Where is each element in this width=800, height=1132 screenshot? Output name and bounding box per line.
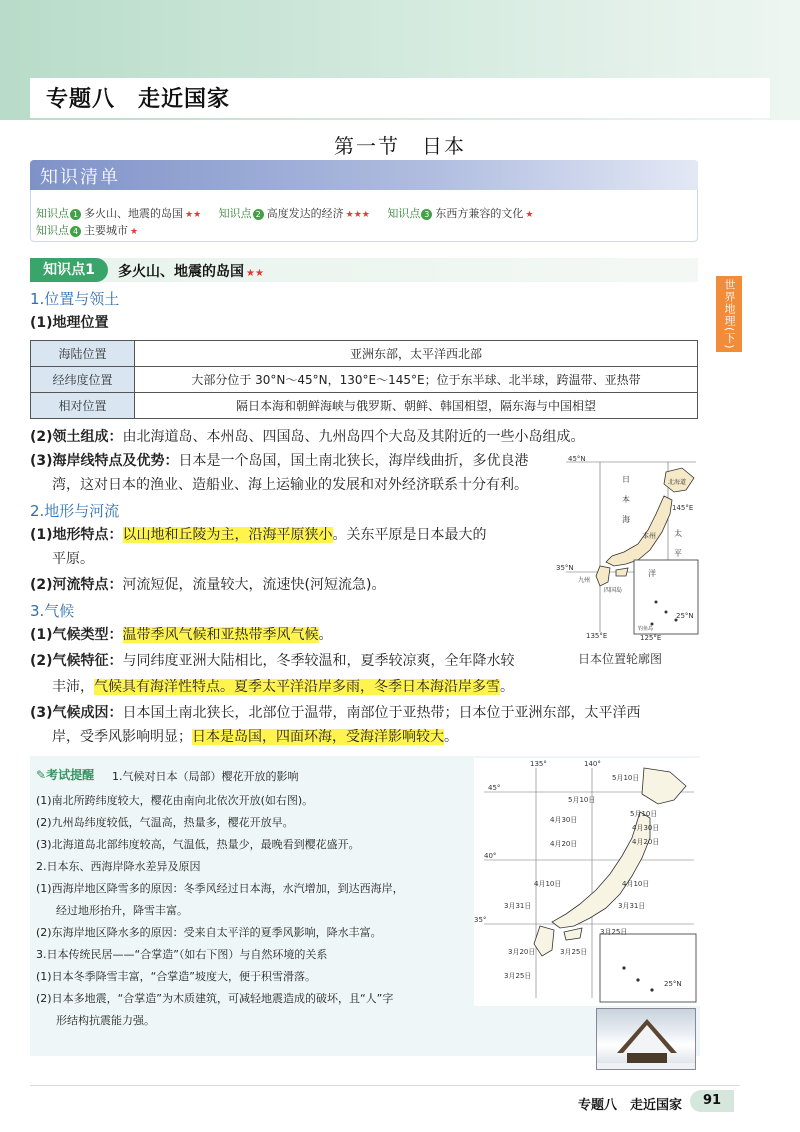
s3-p2: (2)气候特征：与同纬度亚洲大陆相比，冬季较温和，夏季较凉爽，全年降水较 bbox=[30, 653, 515, 669]
highlight: 日本是岛国，四面环海，受海洋影响较大 bbox=[192, 729, 444, 745]
s1-p2: (2)领土组成：由北海道岛、本州岛、四国岛、九州岛四个大岛及其附近的一些小岛组成。 bbox=[30, 429, 585, 445]
map1-label: 九州 bbox=[578, 577, 591, 584]
map2-label: 25°N bbox=[664, 980, 682, 988]
exam-line: 经过地形抬升，降雪丰富。 bbox=[56, 904, 188, 917]
map2-label: 4月20日 bbox=[550, 840, 578, 848]
exam-tag: ✎考试提醒 bbox=[36, 768, 95, 782]
s2-p1: (1)地形特点：以山地和丘陵为主，沿海平原狭小。关东平原是日本最大的 bbox=[30, 527, 487, 543]
map1-label: 35°N bbox=[556, 564, 574, 572]
star-rating: ★★★ bbox=[345, 210, 370, 220]
map2-label: 140° bbox=[584, 760, 601, 768]
map2-label: 4月10日 bbox=[622, 880, 650, 888]
map1-caption: 日本位置轮廓图 bbox=[578, 652, 663, 666]
checklist-item-3[interactable]: 知识点 3 东西方兼容的文化 ★ bbox=[387, 207, 534, 220]
checklist-row-2 bbox=[36, 222, 138, 238]
table-value: 大部分位于 30°N～45°N，130°E～145°E；位于东半球、北半球，跨温带、亚热带 bbox=[135, 367, 698, 393]
map1-label: 四国岛 bbox=[604, 587, 623, 594]
star-rating: ★ bbox=[525, 210, 534, 220]
map2-label: 4月10日 bbox=[534, 880, 562, 888]
map2-label: 4月20日 bbox=[632, 838, 660, 846]
s2-p2: (2)河流特点：河流短促，流量较大，流速快(河短流急)。 bbox=[30, 577, 386, 593]
checklist-item-1[interactable]: 知识点 1 多火山、地震的岛国 ★★ bbox=[36, 207, 202, 220]
map2-label: 35° bbox=[474, 916, 487, 924]
map1-label: 钓鱼岛 bbox=[638, 626, 654, 632]
exam-line: 2.日本东、西海岸降水差异及原因 bbox=[36, 860, 201, 873]
house-illustration bbox=[597, 1009, 696, 1070]
exam-line: 1.气候对日本（局部）樱花开放的影响 bbox=[112, 770, 299, 783]
japan-outline-map bbox=[556, 452, 702, 642]
table-key: 相对位置 bbox=[31, 393, 135, 419]
map2-label: 3月25日 bbox=[600, 928, 628, 936]
kp1-tag: 知识点1 bbox=[30, 258, 108, 282]
checklist-item-2[interactable]: 知识点 2 高度发达的经济 ★★★ bbox=[218, 207, 370, 220]
map2-label: 5月10日 bbox=[568, 796, 596, 804]
map2-label: 3月31日 bbox=[504, 902, 532, 910]
side-tab[interactable]: 世界地理(下) bbox=[716, 276, 742, 352]
number-badge: 3 bbox=[421, 209, 432, 220]
table-row bbox=[31, 367, 698, 393]
s2-heading: 2.地形与河流 bbox=[30, 502, 120, 520]
table-row bbox=[31, 341, 698, 367]
map2-label: 3月25日 bbox=[504, 972, 532, 980]
table-value: 隔日本海和朝鲜海峡与俄罗斯、朝鲜、韩国相望，隔东海与中国相望 bbox=[135, 393, 698, 419]
map1-label: 太 bbox=[674, 529, 682, 538]
pencil-icon: ✎ bbox=[36, 768, 47, 782]
exam-line: (2)日本多地震，“合掌造”为木质建筑，可减轻地震造成的破坏，且“人”字 bbox=[36, 992, 394, 1005]
exam-line: (3)北海道岛北部纬度较高，气温低，热量少，最晚看到樱花盛开。 bbox=[36, 838, 360, 851]
table-value: 亚洲东部，太平洋西北部 bbox=[135, 341, 698, 367]
map2-label: 3月25日 bbox=[560, 948, 588, 956]
s3-p3-line2: 岸，受季风影响明显；日本是岛国，四面环海，受海洋影响较大。 bbox=[52, 729, 458, 745]
map2-label: 3月31日 bbox=[618, 902, 646, 910]
checklist-heading: 知识清单 bbox=[40, 167, 120, 188]
gassho-house-photo bbox=[596, 1008, 696, 1070]
footer-title: 专题八 走近国家 bbox=[578, 1098, 683, 1113]
cherry-blossom-map bbox=[474, 758, 700, 1006]
exam-line: (1)南北所跨纬度较大，樱花由南向北依次开放(如右图)。 bbox=[36, 794, 314, 807]
map1-label: 25°N bbox=[676, 612, 694, 620]
map1-label: 本州 bbox=[642, 532, 656, 540]
number-badge: 2 bbox=[253, 209, 264, 220]
map2-label: 135° bbox=[530, 760, 547, 768]
map1-label: 45°N bbox=[568, 455, 586, 463]
star-rating: ★★ bbox=[246, 268, 264, 279]
s1-sub1: (1)地理位置 bbox=[30, 315, 109, 331]
s1-p3-line2: 湾，这对日本的渔业、造船业、海上运输业的发展和对外经济联系十分有利。 bbox=[52, 477, 528, 493]
exam-line: (1)日本冬季降雪丰富，“合掌造”坡度大，便于积雪滑落。 bbox=[36, 970, 316, 983]
s2-p1-line2: 平原。 bbox=[52, 551, 94, 567]
number-badge: 4 bbox=[70, 226, 81, 237]
table-key: 海陆位置 bbox=[31, 341, 135, 367]
map2-label: 40° bbox=[484, 852, 497, 860]
map1-label: 145°E bbox=[672, 504, 694, 512]
exam-line: 形结构抗震能力强。 bbox=[56, 1014, 155, 1027]
highlight: 气候具有海洋性特点。夏季太平洋沿岸多雨，冬季日本海沿岸多雪 bbox=[94, 679, 500, 695]
map2-label: 4月30日 bbox=[632, 824, 660, 832]
table-row bbox=[31, 393, 698, 419]
checklist-item-4[interactable]: 知识点 4 主要城市 ★ bbox=[36, 224, 139, 237]
map2-label: 3月20日 bbox=[508, 948, 536, 956]
star-rating: ★ bbox=[130, 227, 139, 237]
section-title: 第一节 日本 bbox=[334, 134, 466, 158]
page-number: 91 bbox=[690, 1090, 734, 1112]
map2-label: 4月30日 bbox=[550, 816, 578, 824]
map2-label: 5月10日 bbox=[612, 774, 640, 782]
exam-line: (2)九州岛纬度较低，气温高，热量多，樱花开放早。 bbox=[36, 816, 294, 829]
highlight: 以山地和丘陵为主，沿海平原狭小 bbox=[122, 527, 333, 543]
location-table bbox=[30, 340, 698, 419]
kp1-title: 多火山、地震的岛国 ★★ bbox=[118, 264, 264, 280]
exam-line: 3.日本传统民居——“合掌造”（如右下图）与自然环境的关系 bbox=[36, 948, 328, 961]
map1-label: 125°E bbox=[640, 634, 662, 642]
s1-p3-line1: (3)海岸线特点及优势：日本是一个岛国，国土南北狭长，海岸线曲折，多优良港 bbox=[30, 453, 529, 469]
s3-p1: (1)气候类型：温带季风气候和亚热带季风气候。 bbox=[30, 627, 333, 643]
map1-label: 洋 bbox=[648, 569, 656, 578]
map1-label: 日 bbox=[622, 475, 630, 484]
map1-label: 135°E bbox=[586, 632, 608, 640]
footer-divider bbox=[30, 1085, 740, 1086]
star-rating: ★★ bbox=[185, 210, 202, 220]
s3-heading: 3.气候 bbox=[30, 602, 75, 620]
exam-line: (1)西海岸地区降雪多的原因：冬季风经过日本海，水汽增加，到达西海岸， bbox=[36, 882, 404, 895]
checklist-row-1 bbox=[36, 205, 533, 221]
map1-label: 平 bbox=[674, 549, 682, 558]
checklist-heading-bar bbox=[30, 160, 698, 190]
map1-label: 北海道 bbox=[668, 479, 687, 486]
map1-label: 本 bbox=[622, 495, 630, 504]
map2-label: 45° bbox=[488, 784, 501, 792]
s3-p2-line2: 丰沛，气候具有海洋性特点。夏季太平洋沿岸多雨，冬季日本海沿岸多雪。 bbox=[52, 679, 514, 695]
chapter-title: 专题八 走近国家 bbox=[46, 87, 231, 112]
s3-p3: (3)气候成因：日本国土南北狭长，北部位于温带，南部位于亚热带；日本位于亚洲东部，太平洋西 bbox=[30, 705, 641, 721]
table-key: 经纬度位置 bbox=[31, 367, 135, 393]
map1-label: 海 bbox=[622, 515, 630, 524]
s1-heading: 1.位置与领土 bbox=[30, 290, 120, 308]
map2-label: 5月10日 bbox=[630, 810, 658, 818]
exam-line: (2)东海岸地区降水多的原因：受来自太平洋的夏季风影响，降水丰富。 bbox=[36, 926, 382, 939]
number-badge: 1 bbox=[70, 209, 81, 220]
highlight: 温带季风气候和亚热带季风气候 bbox=[122, 627, 319, 643]
